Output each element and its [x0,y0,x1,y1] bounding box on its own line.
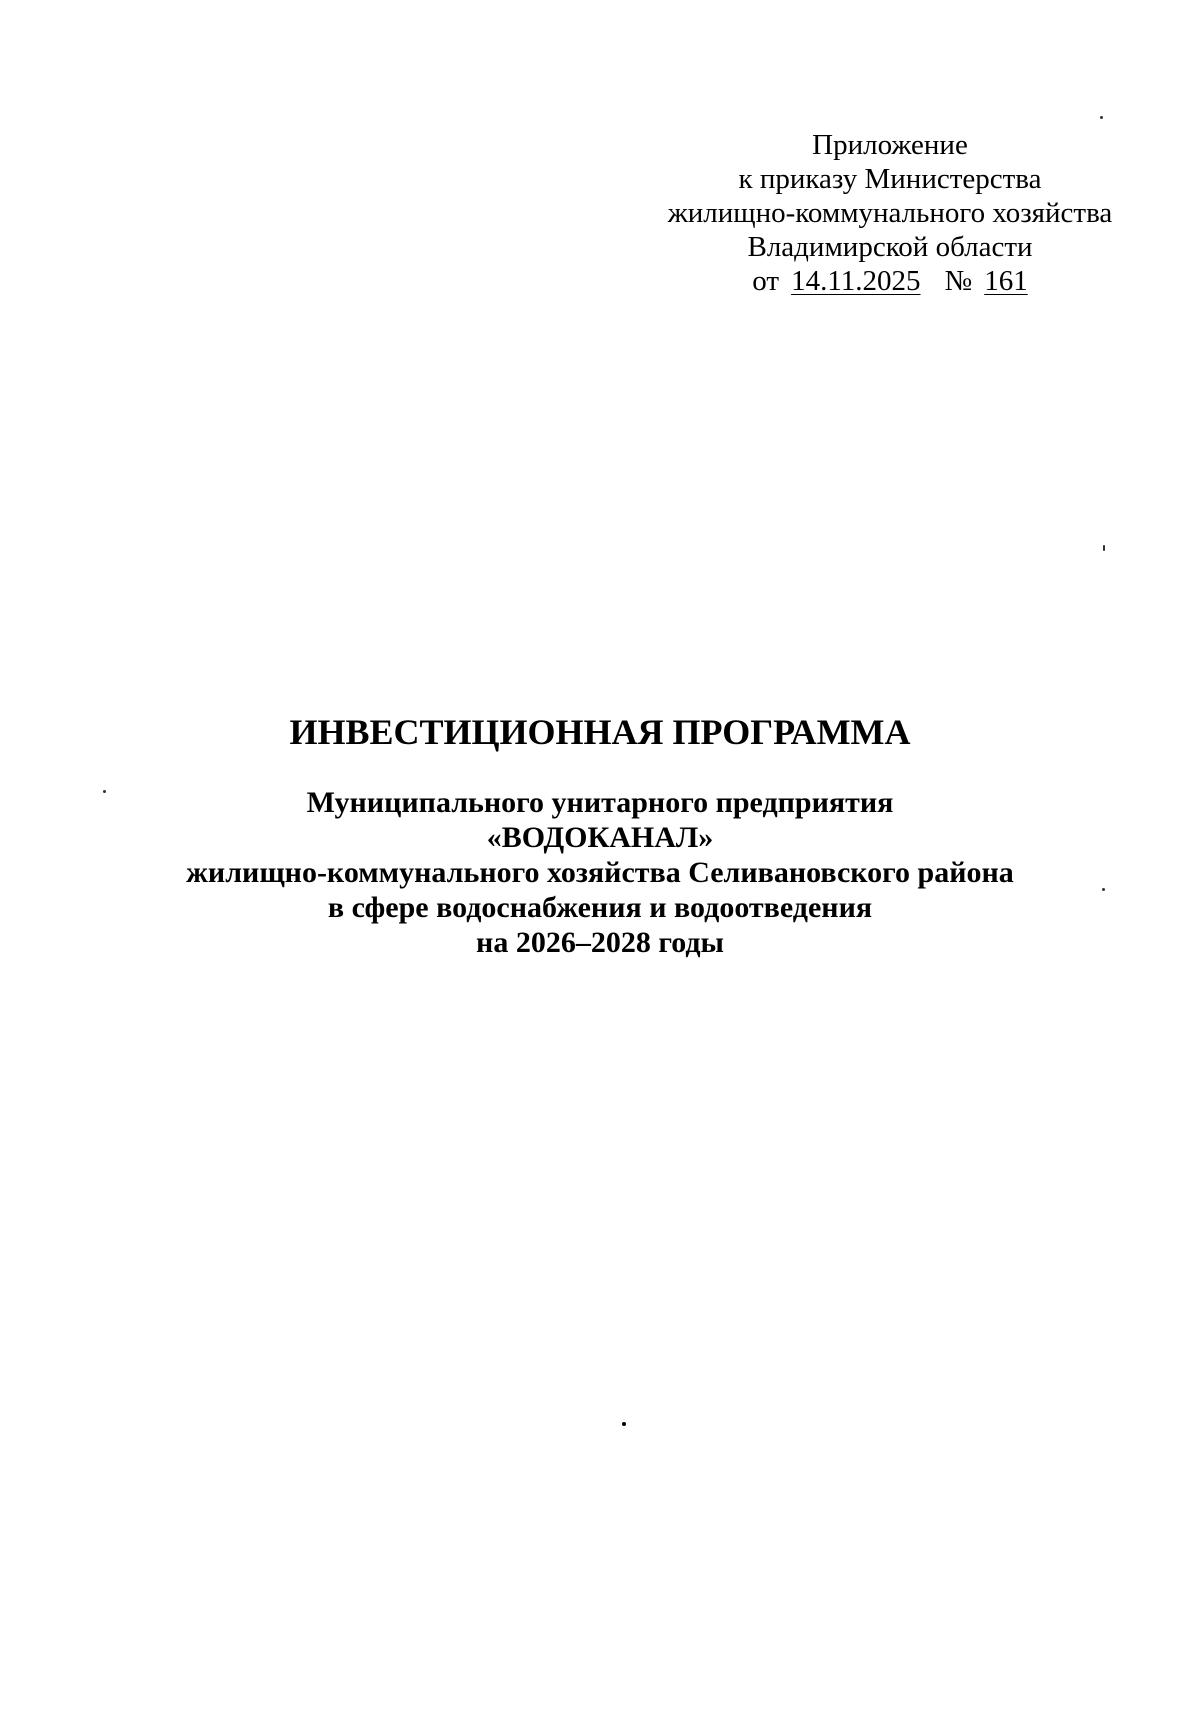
order-date: 14.11.2025 [791,265,921,297]
document-title: ИНВЕСТИЦИОННАЯ ПРОГРАММА [289,712,911,752]
appendix-heading: Приложение [812,129,968,161]
subtitle-line: жилищно-коммунального хозяйства Селивановского района [186,856,1014,889]
document-subtitle [0,785,1200,960]
scan-speck [103,790,106,793]
appendix-ministry: жилищно-коммунального хозяйства [667,197,1113,229]
order-number: 161 [984,265,1028,297]
scan-speck [1103,545,1105,551]
subtitle-line: Муниципального унитарного предприятия [306,786,894,819]
appendix-order-ref: к приказу Министерства [738,163,1042,195]
date-prefix: от [752,265,780,297]
number-prefix: № [944,265,973,297]
scan-speck [622,1422,626,1426]
appendix-region: Владимирской области [747,231,1033,263]
appendix-block [640,128,1140,298]
subtitle-line: «ВОДОКАНАЛ» [486,821,714,854]
scan-speck [1100,116,1103,119]
order-date-number [640,264,1140,298]
subtitle-line: в сфере водоснабжения и водоотведения [327,891,873,924]
subtitle-line: на 2026–2028 годы [476,926,724,959]
scan-speck [1102,888,1105,891]
